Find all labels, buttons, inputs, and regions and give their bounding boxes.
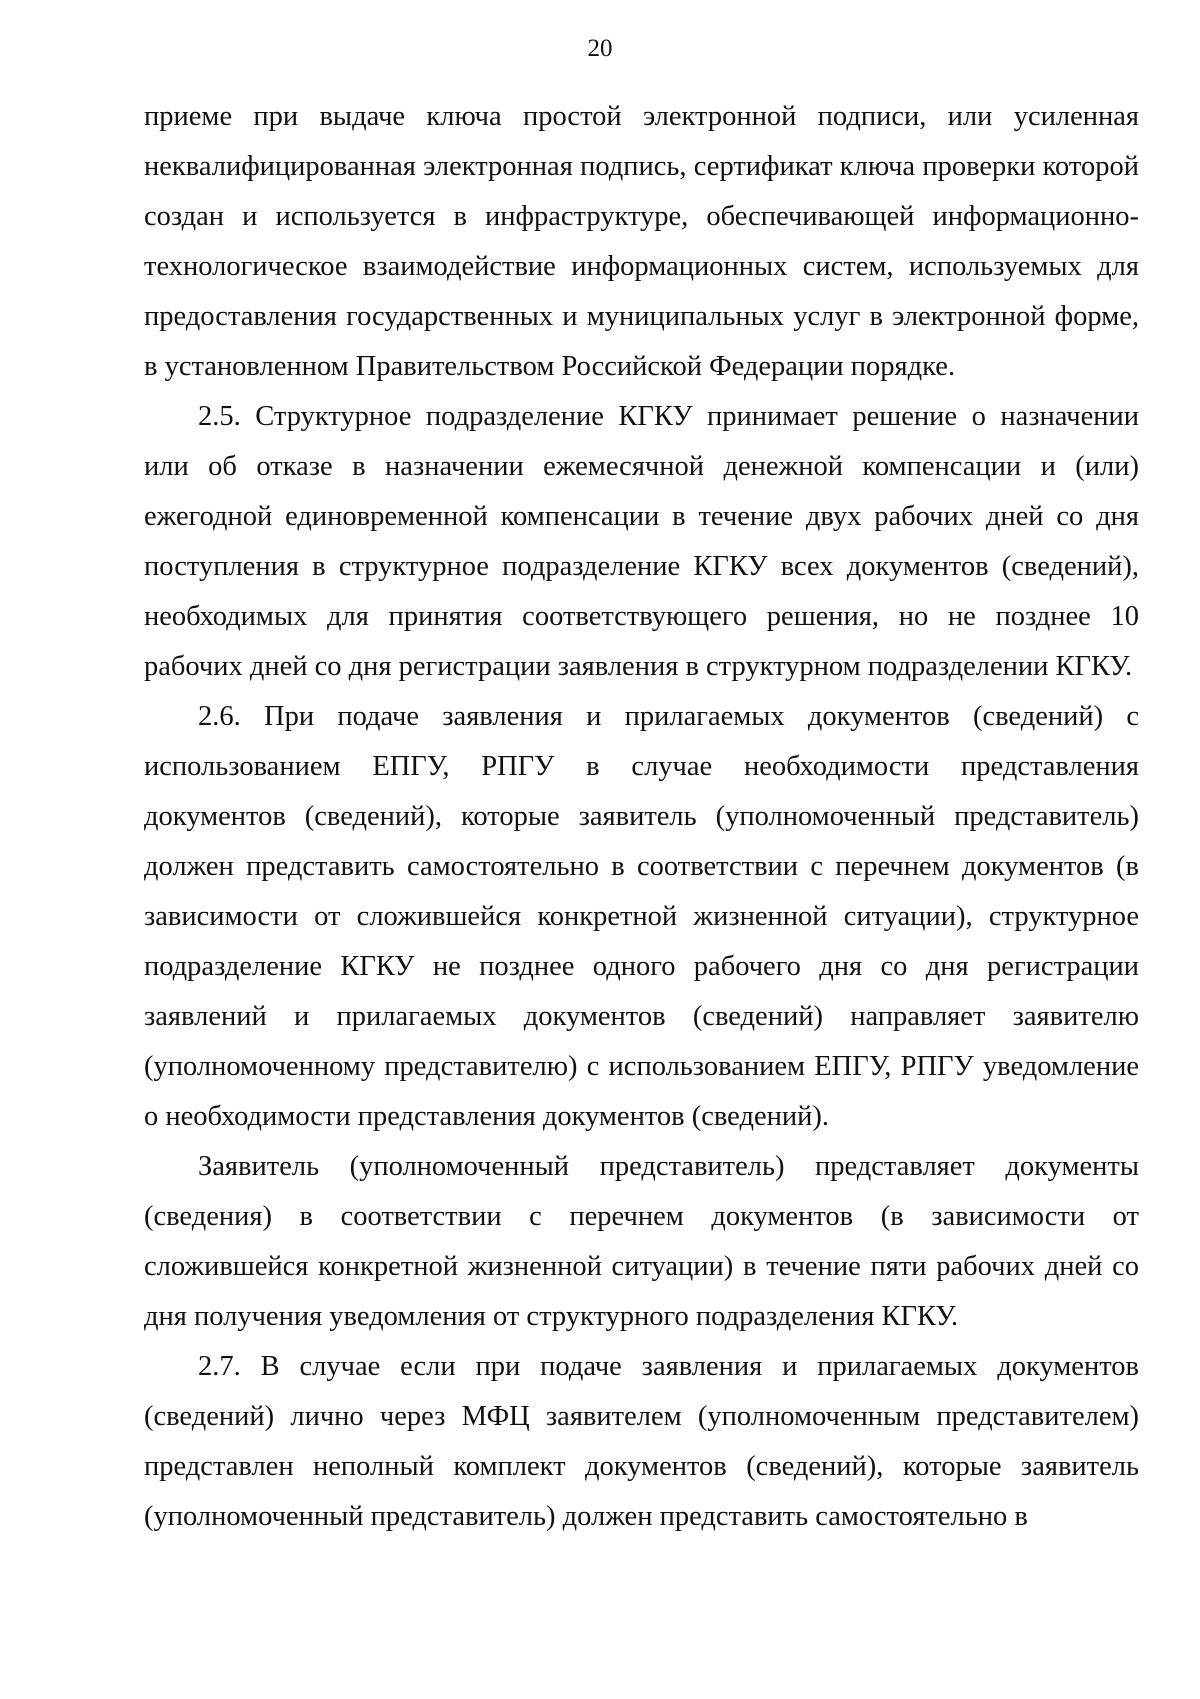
paragraph-continuation: приеме при выдаче ключа простой электронной подписи, или усиленная неквалифицированная электронная подпись, сертификат ключа проверки которой создан и используется в инфраструктуре, обеспечивающей информационно-технологическое взаимодействие информационных систем, используемых для предоставления государственных и муниципальных услуг в электронной форме, в установленном Правительством Российской Федерации порядке. (144, 101, 1139, 382)
paragraph-clause-2-6-applicant: Заявитель (уполномоченный представитель) представляет документы (сведения) в соответствии с перечнем документов (в зависимости от сложившейся конкретной жизненной ситуации) в течение пяти рабочих дней со дня получения уведомления от структурного подразделения КГКУ. (144, 1151, 1139, 1332)
paragraph-clause-2-6: 2.6. При подаче заявления и прилагаемых документов (сведений) с использованием ЕПГУ, РПГУ в случае необходимости представления документов (сведений), которые заявитель (уполномоченный представитель) должен представить самостоятельно в соответствии с перечнем документов (в зависимости от сложившейся конкретной жизненной ситуации), структурное подразделение КГКУ не позднее одного рабочего дня со дня регистрации заявлений и прилагаемых документов (сведений) направляет заявителю (уполномоченному представителю) с использованием ЕПГУ, РПГУ уведомление о необходимости представления документов (сведений). (144, 701, 1139, 1132)
paragraph-clause-2-7: 2.7. В случае если при подаче заявления и прилагаемых документов (сведений) лично через МФЦ заявителем (уполномоченным представителем) представлен неполный комплект документов (сведений), которые заявитель (уполномоченный представитель) должен представить самостоятельно в (144, 1351, 1139, 1532)
page-number: 20 (587, 35, 613, 62)
document-body (144, 92, 1139, 1542)
paragraph-clause-2-5: 2.5. Структурное подразделение КГКУ принимает решение о назначении или об отказе в назначении ежемесячной денежной компенсации и (или) ежегодной единовременной компенсации в течение двух рабочих дней со дня поступления в структурное подразделение КГКУ всех документов (сведений), необходимых для принятия соответствующего решения, но не позднее 10 рабочих дней со дня регистрации заявления в структурном подразделении КГКУ. (144, 401, 1139, 682)
